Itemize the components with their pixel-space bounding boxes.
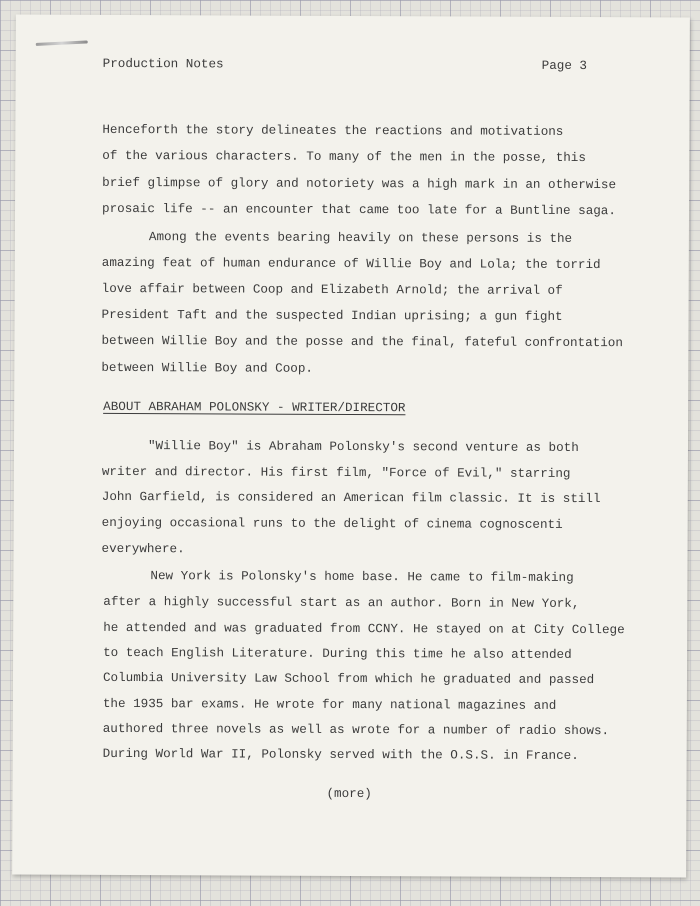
section-heading: ABOUT ABRAHAM POLONSKY - WRITER/DIRECTOR <box>103 399 406 416</box>
para1-line: brief glimpse of glory and notoriety was a high mark in an otherwise <box>102 175 617 193</box>
para3-line: writer and director. His first film, "Force of Evil," starring <box>101 464 571 481</box>
para3-line: everywhere. <box>101 541 185 557</box>
para4-line: he attended and was graduated from CCNY. He stayed on at City College <box>103 620 625 638</box>
page-number: Page 3 <box>541 58 588 74</box>
page-text <box>12 15 690 878</box>
para2-line: between Willie Boy and the posse and the final, fateful confrontation <box>101 333 623 351</box>
para4-line: after a highly successful start as an author. Born in New York, <box>103 594 580 611</box>
para1-line: of the various characters. To many of the men in the posse, this <box>102 148 586 166</box>
para4-line: the 1935 bar exams. He wrote for many national magazines and <box>102 696 557 713</box>
document-page <box>12 15 690 878</box>
para4-line: During World War II, Polonsky served with the O.S.S. in France. <box>102 746 579 763</box>
para2-line: love affair between Coop and Elizabeth Arnold; the arrival of <box>101 281 563 298</box>
para1-line: Henceforth the story delineates the reactions and motivations <box>102 122 564 139</box>
para2-line: between Willie Boy and Coop. <box>101 360 313 376</box>
para3-line: John Garfield, is considered an American film classic. It is still <box>101 489 601 507</box>
para4-line: to teach English Literature. During this time he also attended <box>103 645 572 662</box>
para4-line: authored three novels as well as wrote for a number of radio shows. <box>102 721 610 739</box>
para4-line: New York is Polonsky's home base. He came to film-making <box>150 569 574 585</box>
para2-line: President Taft and the suspected Indian uprising; a gun fight <box>101 307 563 324</box>
para1-line: prosaic life -- an encounter that came too late for a Buntline saga. <box>102 201 616 219</box>
header-title: Production Notes <box>102 56 224 72</box>
para3-line: enjoying occasional runs to the delight of cinema cognoscenti <box>101 515 563 532</box>
para2-line: amazing feat of human endurance of Willie Boy and Lola; the torrid <box>101 255 601 273</box>
para4-line: Columbia University Law School from which he graduated and passed <box>102 670 595 688</box>
more-marker: (more) <box>326 786 372 802</box>
para3-line: "Willie Boy" is Abraham Polonsky's second venture as both <box>147 439 579 455</box>
para2-line: Among the events bearing heavily on these persons is the <box>148 230 573 246</box>
